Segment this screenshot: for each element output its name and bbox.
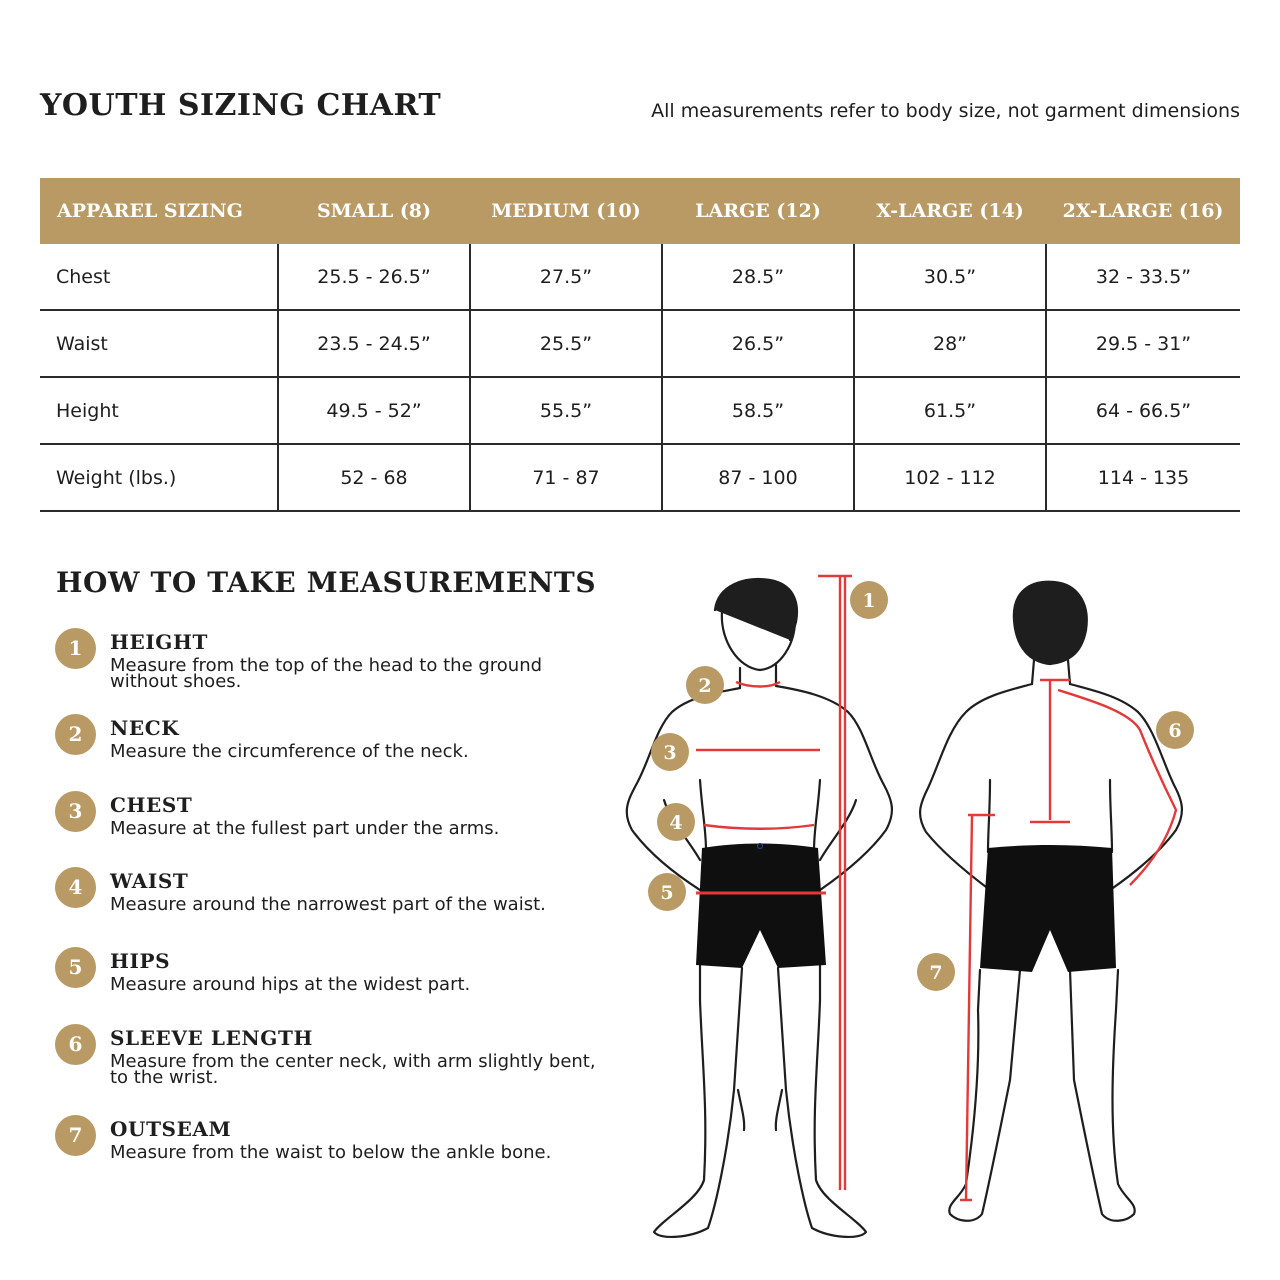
table-cell: 71 - 87 <box>470 444 662 511</box>
step-description: Measure the circumference of the neck. <box>110 741 469 762</box>
step-description: Measure at the fullest part under the arms. <box>110 818 500 839</box>
column-header: SMALL (8) <box>278 178 470 244</box>
table-cell: 114 - 135 <box>1046 444 1240 511</box>
step-number-badge: 5 <box>55 947 96 988</box>
column-header: X-LARGE (14) <box>854 178 1046 244</box>
step-title: OUTSEAM <box>110 1117 232 1141</box>
table-cell: 32 - 33.5” <box>1046 244 1240 310</box>
table-header-row <box>40 178 1240 244</box>
step-number-badge: 6 <box>55 1024 96 1065</box>
marker-6 <box>1156 711 1194 749</box>
step-number-badge: 4 <box>55 867 96 908</box>
table-cell: 25.5” <box>470 310 662 377</box>
step-number-badge: 7 <box>55 1115 96 1156</box>
marker-2 <box>686 666 724 704</box>
step-description: Measure from the center neck, with arm slightly bent, to the wrist. <box>110 1051 596 1088</box>
marker-3 <box>651 733 689 771</box>
marker-4 <box>657 803 695 841</box>
page-title: YOUTH SIZING CHART <box>40 88 442 123</box>
row-label: Chest <box>40 244 278 310</box>
table-row <box>40 244 1240 310</box>
step-number-badge: 2 <box>55 714 96 755</box>
row-label: Waist <box>40 310 278 377</box>
marker-1 <box>850 581 888 619</box>
step-number-badge: 1 <box>55 628 96 669</box>
row-label: Weight (lbs.) <box>40 444 278 511</box>
column-header: 2X-LARGE (16) <box>1046 178 1240 244</box>
step-title: NECK <box>110 716 180 740</box>
marker-label: 6 <box>1168 720 1182 742</box>
table-cell: 87 - 100 <box>662 444 854 511</box>
table-cell: 23.5 - 24.5” <box>278 310 470 377</box>
table-cell: 102 - 112 <box>854 444 1046 511</box>
back-shorts <box>980 845 1116 972</box>
step-title: HIPS <box>110 949 171 973</box>
front-shorts <box>696 844 826 969</box>
step-number-badge: 3 <box>55 791 96 832</box>
marker-label: 1 <box>862 590 876 612</box>
marker-label: 5 <box>660 882 674 904</box>
table-row <box>40 444 1240 511</box>
step-description: Measure from the waist to below the ankle bone. <box>110 1142 552 1163</box>
row-label: Height <box>40 377 278 444</box>
table-cell: 28” <box>854 310 1046 377</box>
step-title: SLEEVE LENGTH <box>110 1026 313 1050</box>
marker-label: 2 <box>698 675 712 697</box>
table-cell: 64 - 66.5” <box>1046 377 1240 444</box>
how-to-title: HOW TO TAKE MEASUREMENTS <box>56 566 597 599</box>
table-cell: 49.5 - 52” <box>278 377 470 444</box>
marker-5 <box>648 873 686 911</box>
table-cell: 52 - 68 <box>278 444 470 511</box>
size-table <box>40 178 1240 512</box>
table-row <box>40 310 1240 377</box>
table-cell: 28.5” <box>662 244 854 310</box>
step-title: HEIGHT <box>110 630 208 654</box>
table-cell: 25.5 - 26.5” <box>278 244 470 310</box>
table-cell: 61.5” <box>854 377 1046 444</box>
table-cell: 58.5” <box>662 377 854 444</box>
marker-label: 4 <box>669 812 683 834</box>
marker-label: 7 <box>929 962 943 984</box>
table-cell: 30.5” <box>854 244 1046 310</box>
table-row <box>40 377 1240 444</box>
table-cell: 27.5” <box>470 244 662 310</box>
table-cell: 55.5” <box>470 377 662 444</box>
measurement-figure <box>600 560 1240 1260</box>
measurement-note: All measurements refer to body size, not garment dimensions <box>651 100 1240 122</box>
step-title: CHEST <box>110 793 193 817</box>
table-cell: 26.5” <box>662 310 854 377</box>
step-description: Measure around the narrowest part of the waist. <box>110 894 546 915</box>
column-header: APPAREL SIZING <box>40 178 278 244</box>
column-header: LARGE (12) <box>662 178 854 244</box>
step-description: Measure from the top of the head to the ground without shoes. <box>110 655 543 692</box>
step-title: WAIST <box>110 869 189 893</box>
step-description: Measure around hips at the widest part. <box>110 974 471 995</box>
table-cell: 29.5 - 31” <box>1046 310 1240 377</box>
marker-label: 3 <box>663 742 677 764</box>
marker-7 <box>917 953 955 991</box>
column-header: MEDIUM (10) <box>470 178 662 244</box>
